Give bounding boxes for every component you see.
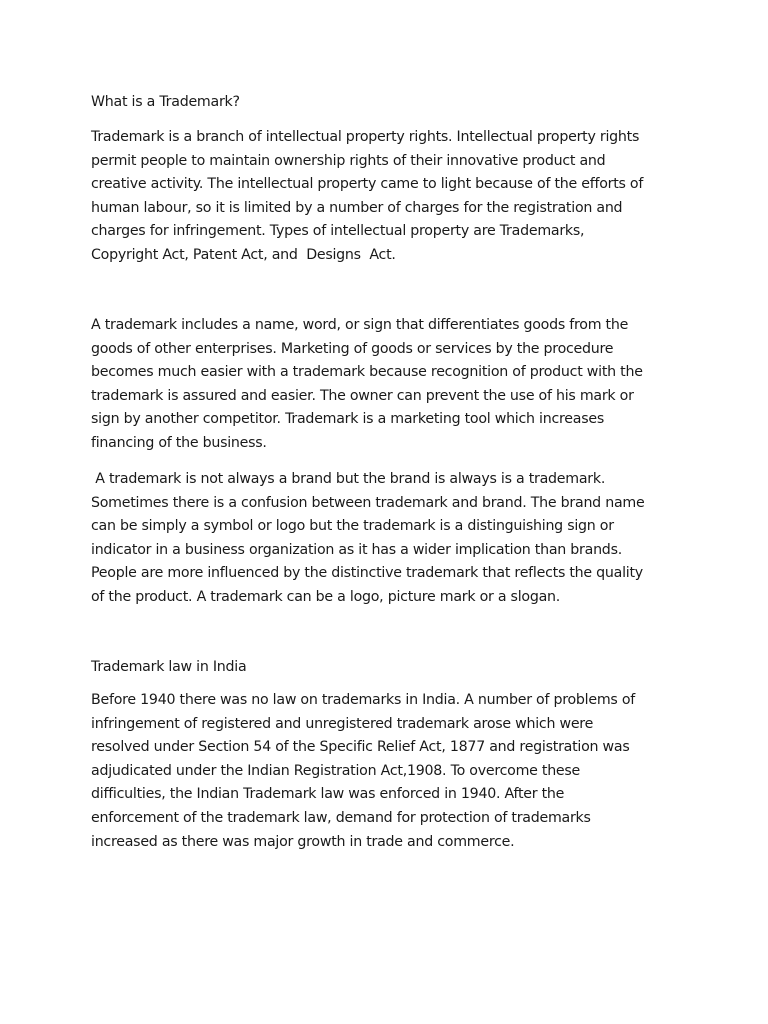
paragraph-line: becomes much easier with a trademark because recognition of product with the [91,364,643,381]
paragraph-line: financing of the business. [91,434,267,451]
paragraph-line: permit people to maintain ownership rights of their innovative product and [91,152,606,169]
paragraph-line: goods of other enterprises. Marketing of goods or services by the procedure [91,340,614,357]
paragraph-trademark-vs-brand [91,468,691,610]
heading-what-is-trademark [91,91,691,115]
paragraph-line: A trademark is not always a brand but the brand is always is a trademark. [91,471,606,487]
paragraph-line: resolved under Section 54 of the Specific Relief Act, 1877 and registration was [91,739,630,756]
paragraph-line: difficulties, the Indian Trademark law was enforced in 1940. After the [91,786,565,803]
paragraph-line: Sometimes there is a confusion between trademark and brand. The brand name [91,494,645,511]
paragraph-line: infringement of registered and unregistered trademark arose which were [91,715,594,732]
paragraph-trademark-includes [91,314,691,456]
paragraph-line: Before 1940 there was no law on trademarks in India. A number of problems of [91,692,635,708]
heading-trademark-law-india [91,656,691,680]
paragraph-line: adjudicated under the Indian Registration Act,1908. To overcome these [91,762,581,779]
paragraph-line: charges for infringement. Types of intellectual property are Trademarks, [91,223,585,240]
paragraph-line: sign by another competitor. Trademark is a marketing tool which increases [91,411,604,428]
heading-text: What is a Trademark? [91,94,240,110]
paragraph-line: of the product. A trademark can be a logo, picture mark or a slogan. [91,588,561,605]
paragraph-line: enforcement of the trademark law, demand for protection of trademarks [91,809,591,826]
paragraph-line: indicator in a business organization as it has a wider implication than brands. [91,541,622,558]
paragraph-line: increased as there was major growth in trade and commerce. [91,833,515,850]
paragraph-line: can be simply a symbol or logo but the trademark is a distinguishing sign or [91,518,614,535]
paragraph-line: Trademark is a branch of intellectual property rights. Intellectual property rights [91,129,640,145]
paragraph-line: Copyright Act, Patent Act, and Designs Act. [91,246,396,263]
paragraph-line: A trademark includes a name, word, or sign that differentiates goods from the [91,317,629,333]
paragraph-line: creative activity. The intellectual property came to light because of the efforts of [91,176,644,193]
paragraph-line: trademark is assured and easier. The owner can prevent the use of his mark or [91,387,634,404]
paragraph-trademark-law-history [91,689,691,854]
paragraph-trademark-definition [91,126,691,268]
paragraph-line: People are more influenced by the distinctive trademark that reflects the quality [91,565,643,582]
paragraph-line: human labour, so it is limited by a number of charges for the registration and [91,199,623,216]
heading-text: Trademark law in India [91,659,247,675]
